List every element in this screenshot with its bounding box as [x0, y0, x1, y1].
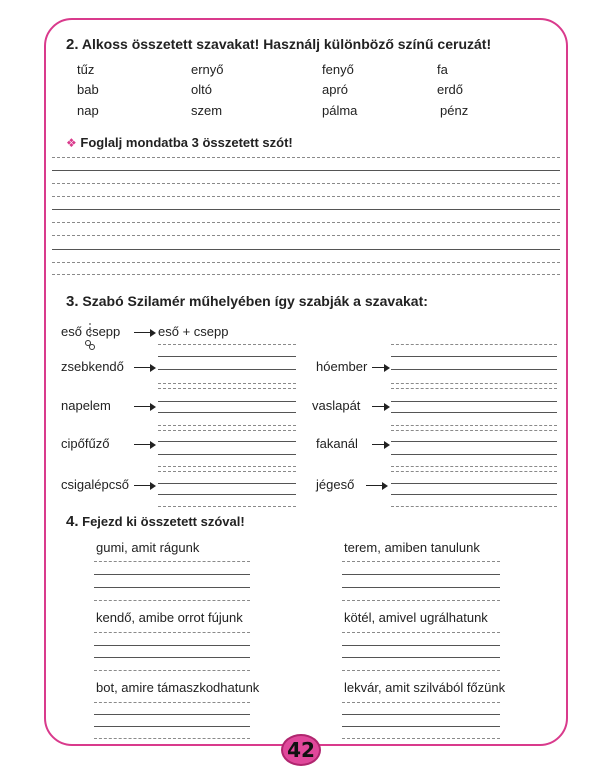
task3-instruction: Szabó Szilamér műhelyében így szabják a szavakat: [82, 293, 428, 309]
writing-guide-line [52, 222, 560, 223]
answer-line[interactable] [342, 645, 500, 646]
writing-line[interactable] [52, 209, 560, 210]
answer-line[interactable] [391, 494, 557, 495]
answer-line[interactable] [94, 657, 250, 658]
cut-word-right: hóember [316, 359, 368, 374]
writing-line[interactable] [52, 170, 560, 171]
task2-number: 2. [66, 36, 79, 53]
cut-word-left: cipőfűző [61, 436, 110, 451]
task4-number: 4. [66, 513, 79, 530]
writing-guide-line [94, 632, 250, 633]
cut-word-left: csigalépcső [61, 477, 129, 492]
word-tile: tűz [77, 62, 95, 77]
example-word: eső csepp [61, 324, 121, 339]
arrow-icon [134, 332, 154, 333]
writing-guide-line [52, 235, 560, 236]
writing-guide-line [94, 600, 250, 601]
writing-guide-line [158, 383, 296, 384]
writing-guide-line [158, 471, 296, 472]
word-tile: fa [437, 62, 448, 77]
answer-line[interactable] [94, 726, 250, 727]
answer-line[interactable] [158, 401, 296, 402]
writing-guide-line [391, 344, 557, 345]
task4-prompt: lekvár, amit szilvából főzünk [344, 680, 506, 695]
answer-line[interactable] [391, 369, 557, 370]
task4-prompt: gumi, amit rágunk [96, 540, 200, 555]
writing-guide-line [391, 388, 557, 389]
answer-line[interactable] [391, 454, 557, 455]
word-tile: ernyő [191, 62, 224, 77]
writing-guide-line [94, 670, 250, 671]
writing-guide-line [391, 383, 557, 384]
task3-number: 3. [66, 293, 79, 310]
writing-guide-line [158, 506, 296, 507]
page-number: 42 [287, 738, 315, 762]
cut-word-right: jégeső [316, 477, 355, 492]
writing-guide-line [391, 506, 557, 507]
cut-word-right: fakanál [316, 436, 358, 451]
answer-line[interactable] [391, 356, 557, 357]
writing-guide-line [158, 344, 296, 345]
answer-line[interactable] [94, 645, 250, 646]
word-tile: fenyő [322, 62, 354, 77]
answer-line[interactable] [158, 494, 296, 495]
answer-line[interactable] [158, 412, 296, 413]
cut-word-left: napelem [61, 398, 111, 413]
task2-instruction: Alkoss összetett szavakat! Használj különböző színű ceruzát! [81, 36, 492, 52]
task4-prompt: kendő, amibe orrot fújunk [96, 610, 243, 625]
word-tile: erdő [437, 82, 464, 97]
page-number-badge [281, 734, 321, 766]
writing-guide-line [342, 738, 500, 739]
task2b-instruction: Foglalj mondatba 3 összetett szót! [80, 135, 293, 150]
task3-heading [66, 293, 428, 310]
writing-guide-line [342, 670, 500, 671]
arrow-icon [134, 367, 154, 368]
answer-line[interactable] [158, 369, 296, 370]
word-tile: oltó [191, 82, 212, 97]
task2b-heading [66, 135, 293, 150]
arrow-icon [134, 406, 154, 407]
answer-line[interactable] [391, 441, 557, 442]
writing-guide-line [342, 702, 500, 703]
answer-line[interactable] [391, 401, 557, 402]
answer-line[interactable] [94, 714, 250, 715]
writing-guide-line [391, 466, 557, 467]
answer-line[interactable] [158, 441, 296, 442]
writing-guide-line [52, 262, 560, 263]
writing-guide-line [342, 600, 500, 601]
cut-word-right: vaslapát [312, 398, 361, 413]
answer-line[interactable] [94, 574, 250, 575]
task4-instruction: Fejezd ki összetett szóval! [82, 514, 245, 529]
word-tile: nap [77, 103, 99, 118]
answer-line[interactable] [94, 587, 250, 588]
answer-line[interactable] [158, 483, 296, 484]
writing-line[interactable] [52, 249, 560, 250]
scissors-cut-icon [84, 323, 96, 351]
arrow-icon [372, 406, 388, 407]
writing-guide-line [391, 430, 557, 431]
word-tile: pénz [440, 103, 469, 118]
arrow-icon [366, 485, 386, 486]
task4-heading [66, 513, 245, 530]
writing-guide-line [94, 702, 250, 703]
page-frame [44, 18, 568, 746]
writing-guide-line [52, 196, 560, 197]
writing-guide-line [391, 425, 557, 426]
writing-guide-line [158, 466, 296, 467]
answer-line[interactable] [391, 483, 557, 484]
writing-guide-line [94, 561, 250, 562]
task4-prompt: terem, amiben tanulunk [344, 540, 480, 555]
word-tile: bab [77, 82, 99, 97]
writing-guide-line [94, 738, 250, 739]
writing-guide-line [158, 430, 296, 431]
task4-prompt: kötél, amivel ugrálhatunk [344, 610, 488, 625]
answer-line[interactable] [158, 356, 296, 357]
word-tile: szem [191, 103, 223, 118]
example-result: eső + csepp [158, 324, 229, 339]
diamond-bullet-icon: ❖ [66, 136, 77, 150]
arrow-icon [372, 367, 388, 368]
answer-line[interactable] [342, 657, 500, 658]
task2-heading [66, 36, 491, 53]
answer-line[interactable] [342, 726, 500, 727]
arrow-icon [372, 444, 388, 445]
word-tile: pálma [322, 103, 358, 118]
word-tile: apró [322, 82, 349, 97]
writing-guide-line [52, 183, 560, 184]
writing-guide-line [342, 632, 500, 633]
answer-line[interactable] [342, 574, 500, 575]
answer-line[interactable] [342, 714, 500, 715]
writing-guide-line [391, 471, 557, 472]
writing-guide-line [342, 561, 500, 562]
answer-line[interactable] [158, 454, 296, 455]
writing-guide-line [52, 274, 560, 275]
writing-guide-line [158, 388, 296, 389]
task4-prompt: bot, amire támaszkodhatunk [96, 680, 260, 695]
arrow-icon [134, 444, 154, 445]
answer-line[interactable] [391, 412, 557, 413]
cut-word-left: zsebkendő [61, 359, 124, 374]
answer-line[interactable] [342, 587, 500, 588]
writing-guide-line [158, 425, 296, 426]
arrow-icon [134, 485, 154, 486]
writing-guide-line [52, 157, 560, 158]
